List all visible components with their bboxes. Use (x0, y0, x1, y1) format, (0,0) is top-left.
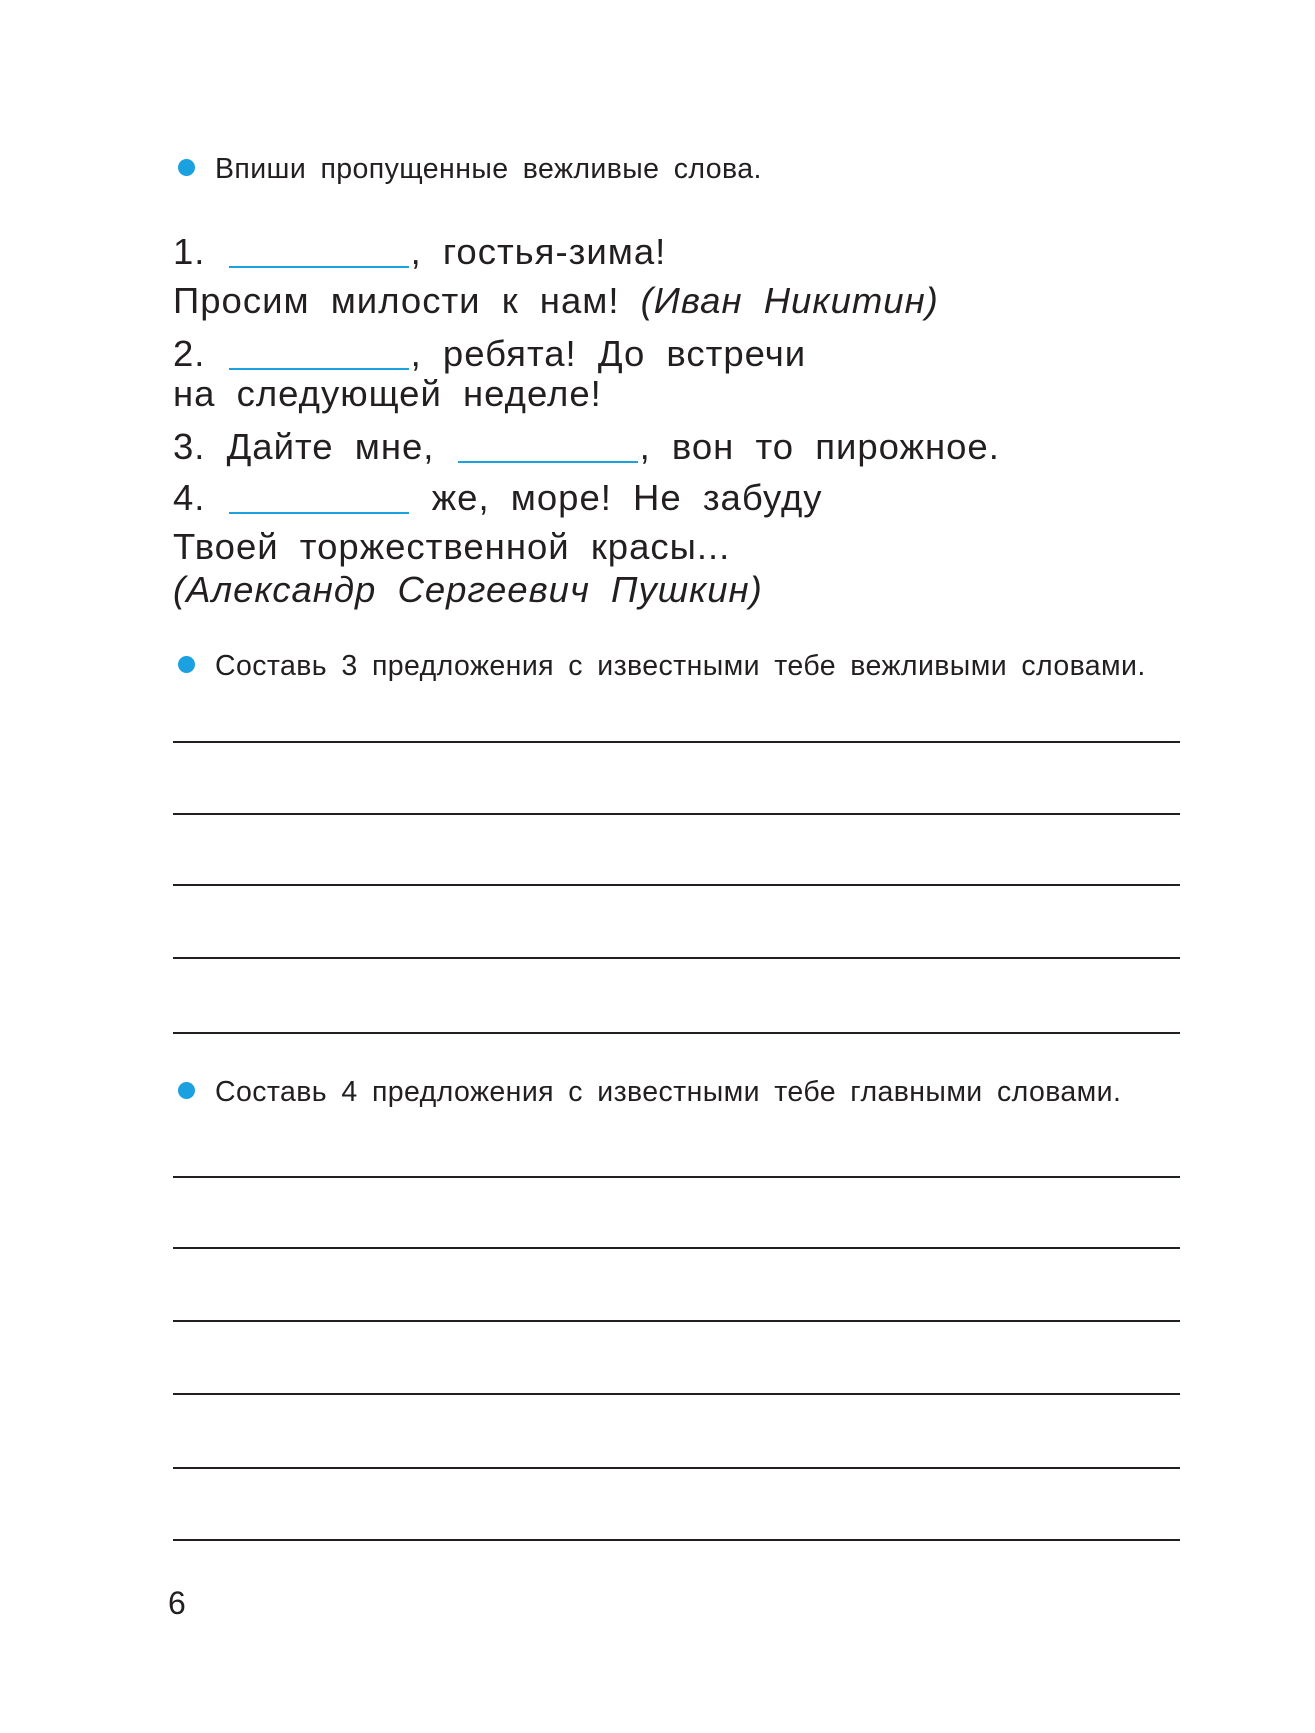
author-pushkin: (Александр Сергеевич Пушкин) (173, 569, 763, 610)
fill-blank-3[interactable] (458, 431, 638, 463)
poem-line-5: 3. Дайте мне, , вон то пирожное. (173, 426, 1000, 467)
author-nikitin: (Иван Никитин) (640, 280, 939, 321)
writing-line[interactable] (173, 1176, 1180, 1178)
bullet-icon (178, 159, 195, 176)
task-3-instruction: Составь 4 предложения с известными тебе главными словами. (178, 1076, 1121, 1109)
writing-line[interactable] (173, 1393, 1180, 1395)
writing-line[interactable] (173, 1247, 1180, 1249)
fill-blank-2[interactable] (229, 338, 409, 370)
poem-line-3: 2. , ребята! До встречи (173, 333, 807, 374)
poem-line-6: 4. же, море! Не забуду (173, 477, 823, 518)
poem-line-2: Просим милости к нам! (Иван Никитин) (173, 280, 939, 321)
fill-blank-1[interactable] (229, 236, 409, 268)
poem-line-4: на следующей неделе! (173, 373, 602, 414)
writing-line[interactable] (173, 884, 1180, 886)
poem-line-8 (173, 569, 763, 610)
writing-line[interactable] (173, 1539, 1180, 1541)
task-2-instruction: Составь 3 предложения с известными тебе вежливыми словами. (178, 650, 1146, 683)
page-number: 6 (168, 1585, 186, 1621)
poem-line-7: Твоей торжественной красы... (173, 526, 731, 567)
writing-line[interactable] (173, 1320, 1180, 1322)
bullet-icon (178, 1082, 195, 1099)
writing-line[interactable] (173, 1467, 1180, 1469)
writing-line[interactable] (173, 741, 1180, 743)
task-1-instruction: Впиши пропущенные вежливые слова. (178, 153, 762, 186)
poem-line-1: 1. , гостья-зима! (173, 231, 667, 272)
fill-blank-4[interactable] (229, 482, 409, 514)
writing-line[interactable] (173, 957, 1180, 959)
bullet-icon (178, 656, 195, 673)
writing-line[interactable] (173, 1032, 1180, 1034)
writing-line[interactable] (173, 813, 1180, 815)
